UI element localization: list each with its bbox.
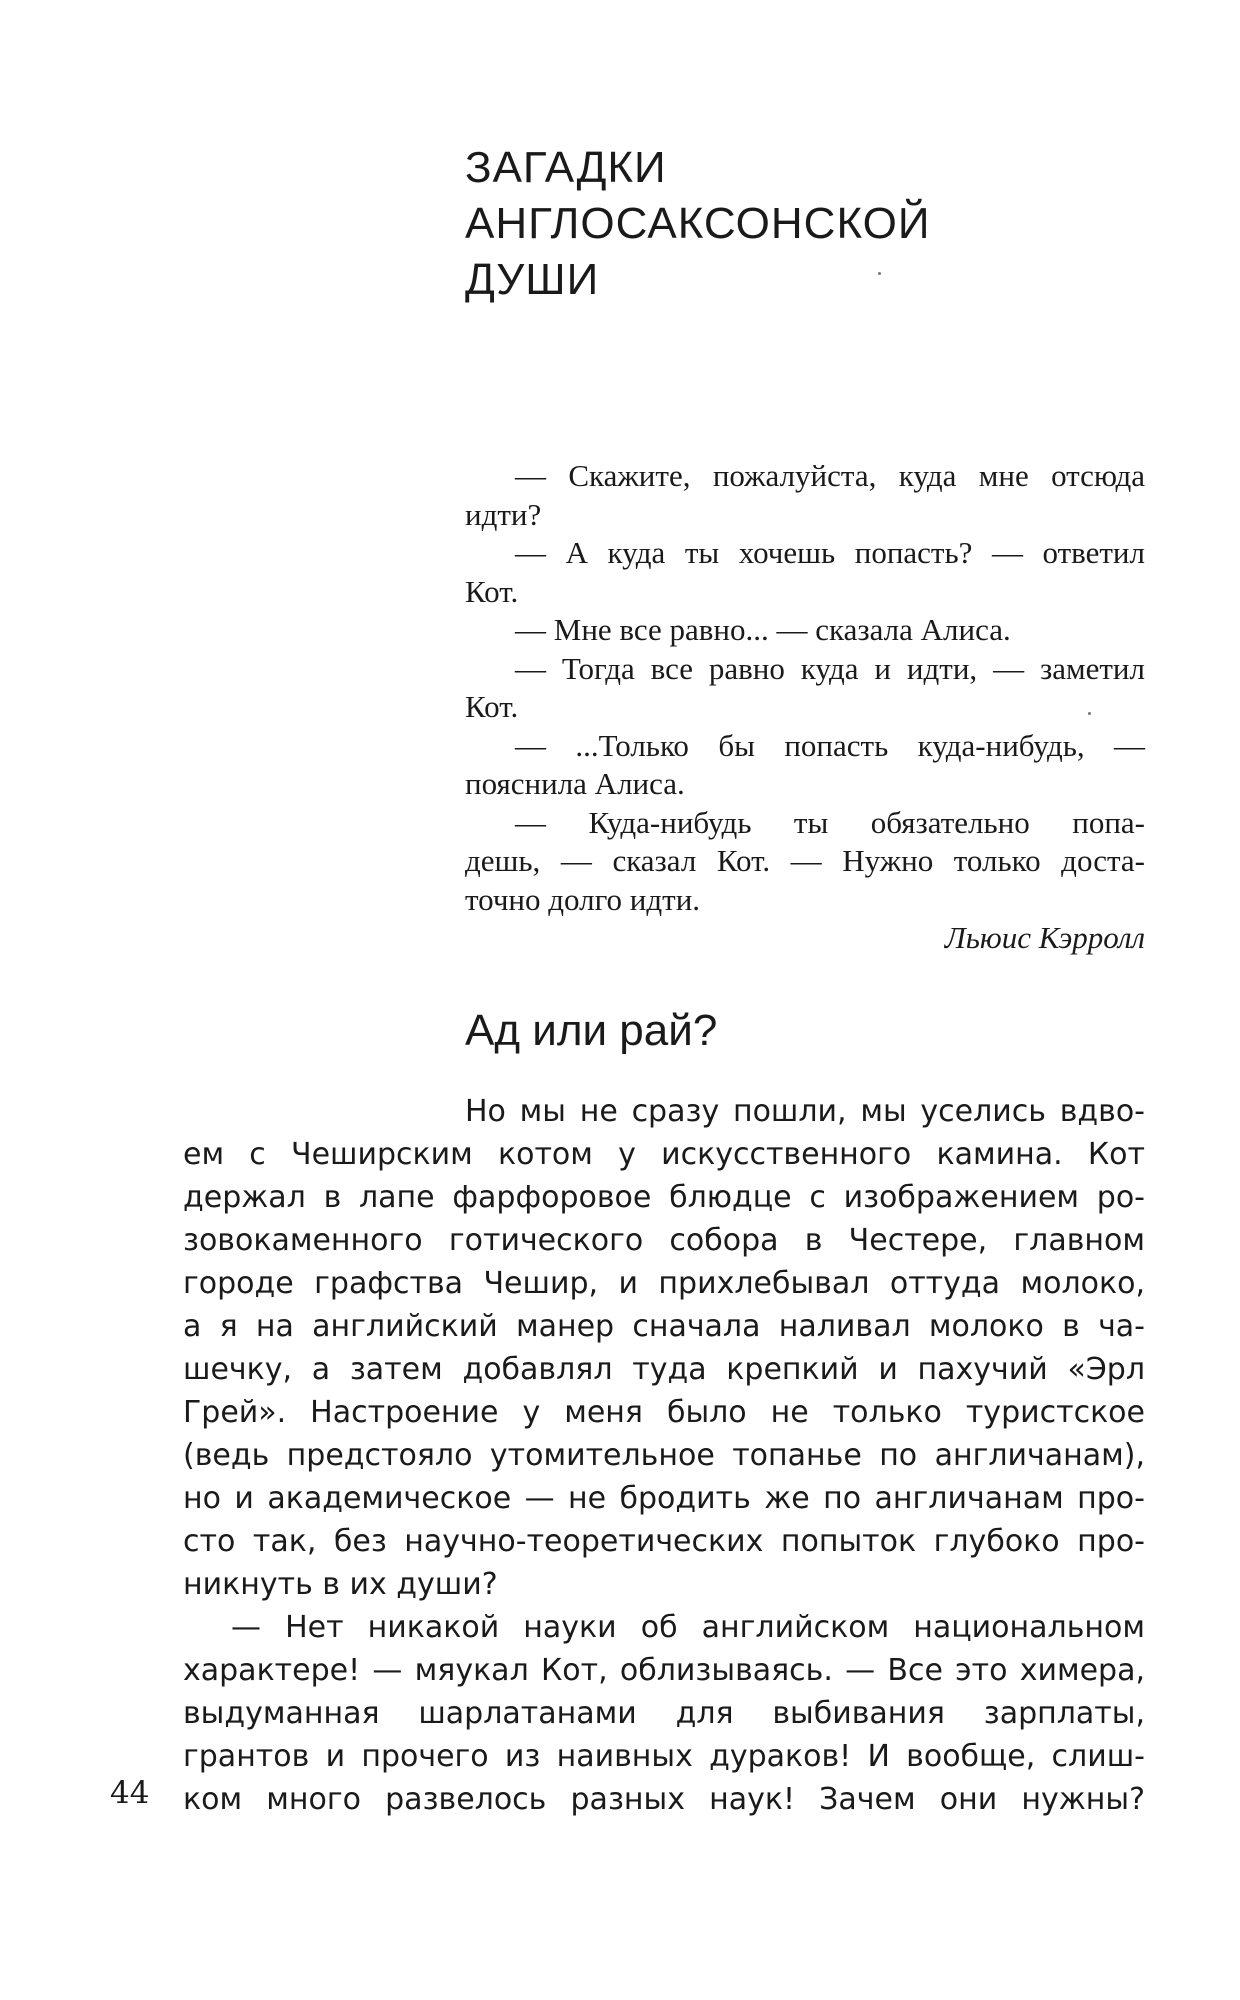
body-line: грантов и прочего из наивных дураков! И вообще, слиш-: [183, 1739, 1145, 1774]
body-line: держал в лапе фарфоровое блюдце с изображением ро-: [183, 1180, 1145, 1215]
body-line: сто так, без научно-теоретических попыток глубоко про-: [183, 1524, 1145, 1559]
body-line: выдуманная шарлатанами для выбивания зарплаты,: [183, 1696, 1145, 1731]
chapter-title: [465, 140, 1165, 308]
epigraph-line: дешь, — сказал Кот. — Нужно только доста-: [465, 843, 1145, 878]
epigraph: [465, 457, 1145, 958]
section-title: Ад или рай?: [465, 1006, 718, 1055]
chapter-title-line: ДУШИ: [465, 255, 600, 304]
body-line: ем с Чеширским котом у искусственного камина. Кот: [183, 1137, 1145, 1172]
body-line: ком много развелось разных наук! Зачем они нужны?: [183, 1782, 1145, 1817]
epigraph-line: — ...Только бы попасть куда-нибудь, —: [515, 727, 1145, 763]
chapter-title-line: АНГЛОСАКСОНСКОЙ: [465, 199, 931, 248]
body-line: шечку, а затем добавлял туда крепкий и пахучий «Эрл: [183, 1352, 1145, 1387]
body-line: но и академическое — не бродить же по англичанам про-: [183, 1481, 1145, 1516]
scan-speck: [1088, 712, 1091, 715]
epigraph-line: идти?: [465, 496, 542, 532]
body-line: — Нет никакой науки об английском национальном: [231, 1610, 1145, 1645]
epigraph-line: — Куда-нибудь ты обязательно попа-: [515, 804, 1145, 840]
body-line: Но мы не сразу пошли, мы уселись вдво-: [465, 1094, 1145, 1129]
body-line: характере! — мяукал Кот, облизываясь. — Все это химера,: [183, 1653, 1145, 1688]
body-line: никнуть в их души?: [183, 1567, 498, 1602]
epigraph-line: Кот.: [465, 573, 519, 609]
body-line: Грей». Настроение у меня было не только туристское: [183, 1395, 1145, 1430]
body-line: городе графства Чешир, и прихлебывал оттуда молоко,: [183, 1266, 1145, 1301]
epigraph-line: — Скажите, пожалуйста, куда мне отсюда: [515, 458, 1145, 493]
page-number: 44: [110, 1775, 150, 1811]
epigraph-line: Кот.: [465, 689, 519, 724]
scan-speck: [878, 272, 881, 275]
epigraph-line: — Тогда все равно куда и идти, — заметил: [515, 650, 1145, 686]
body-text: [183, 1090, 1145, 1821]
epigraph-line: пояснила Алиса.: [465, 766, 685, 801]
epigraph-line: — Мне все равно... — сказала Алиса.: [515, 612, 1011, 647]
epigraph-line: точно долго идти.: [465, 881, 701, 917]
body-line: зовокаменного готического собора в Честере, главном: [183, 1223, 1145, 1258]
body-line: а я на английский манер сначала наливал молоко в ча-: [183, 1309, 1145, 1344]
body-line: (ведь предстояло утомительное топанье по англичанам),: [183, 1438, 1145, 1473]
epigraph-line: — А куда ты хочешь попасть? — ответил: [515, 535, 1145, 570]
chapter-title-line: ЗАГАДКИ: [465, 143, 667, 192]
epigraph-author: Льюис Кэрролл: [944, 920, 1145, 955]
